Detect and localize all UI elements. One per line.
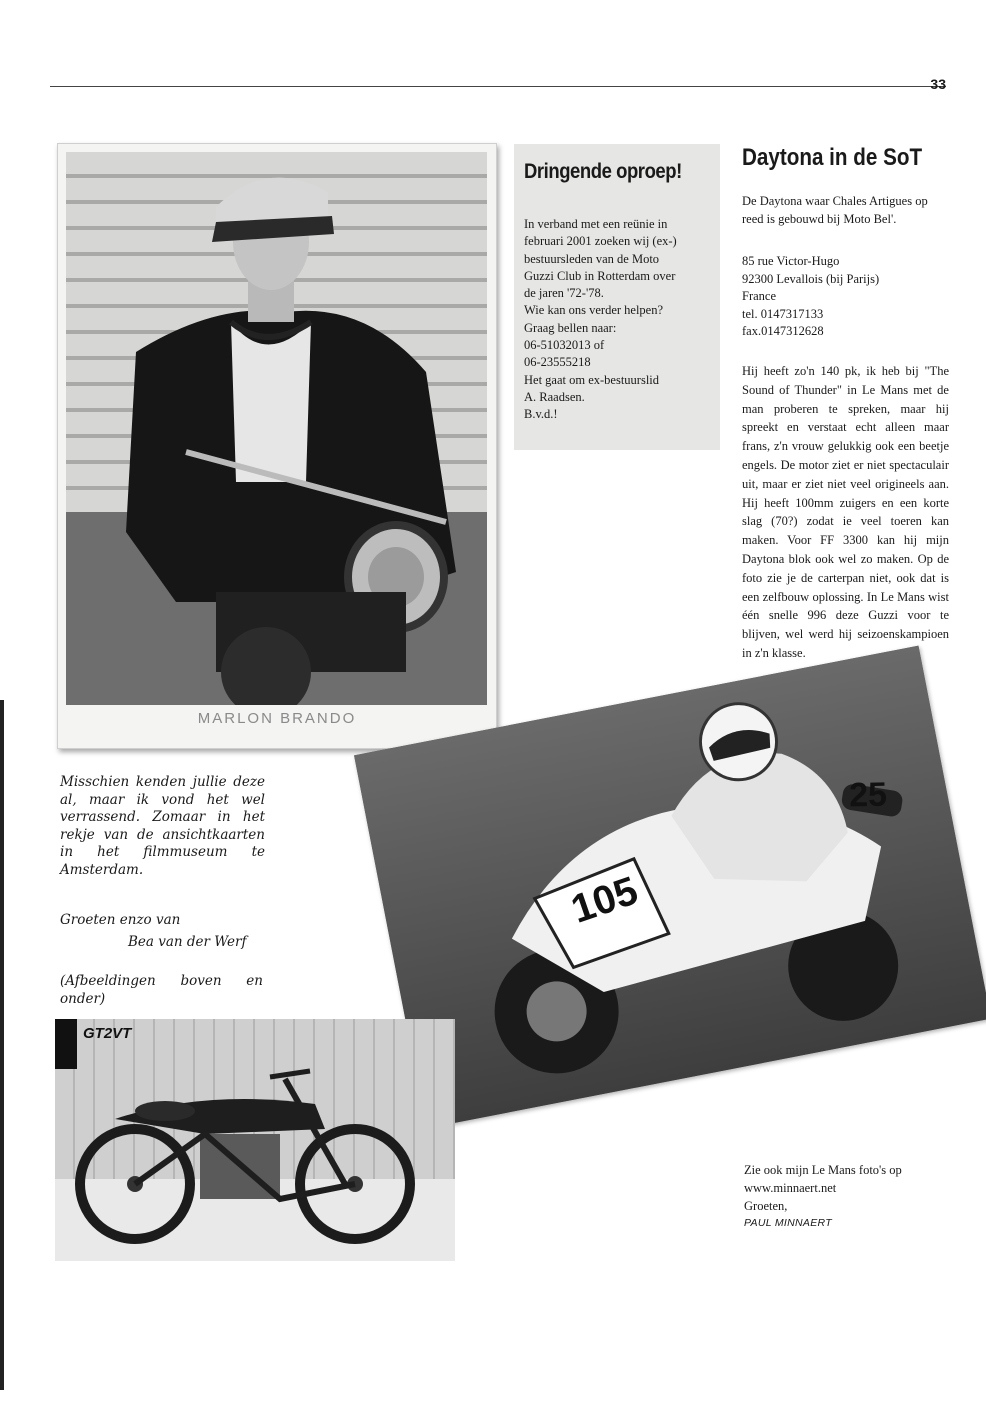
footer-line: Zie ook mijn Le Mans foto's op — [744, 1163, 902, 1177]
oproep-box — [514, 144, 720, 450]
gt2vt-photo — [55, 1019, 455, 1261]
oproep-line: de jaren '72-'78. — [524, 286, 604, 301]
oproep-line: Graag bellen naar: — [524, 320, 617, 335]
oproep-line: A. Raadsen. — [524, 389, 585, 404]
race-number: 105 — [565, 868, 644, 932]
footer — [744, 1162, 954, 1233]
oproep-title: Dringende oproep! — [524, 160, 682, 183]
postcard-caption: MARLON BRANDO — [197, 710, 357, 727]
daytona-body: Hij heeft zo'n 140 pk, ik heb bij "The Sound of Thunder" in Le Mans met de man proberen te spreken, maar hij spreekt en verstaat echt alleen maar frans, z'n vrouw gelukkig ook een beetje engels. De motor ziet er niet spectaculair uit, maar er ziet niet veel origineels aan. Hij heeft 100mm zuigers en een korte slag (70?) zodat ie veel toeren kan maken. Voor FF 3300 kan hij mijn Daytona blok ook wel zo maken. Op de foto zie je de carterpan niet, ook dat is een zelfbouw oplossing. In Le Mans wist één snelle 996 deze Guzzi voor te blijven, wel werd hij seizoenskampioen in z'n klasse. — [742, 364, 949, 660]
gt2vt-illustration — [55, 1019, 455, 1261]
header-rule — [50, 86, 946, 87]
page-number: 33 — [930, 76, 946, 92]
signature: PAUL MINNAERT — [744, 1217, 832, 1230]
postcard — [57, 143, 497, 749]
daytona-title: Daytona in de SoT — [742, 144, 923, 171]
daytona-intro: De Daytona waar Chales Artigues op reed is gebouwd bij Moto Bel'. — [742, 194, 928, 226]
scan-edge — [0, 700, 4, 1390]
oproep-line: februari 2001 zoeken wij (ex-) — [524, 234, 677, 249]
oproep-line: Guzzi Club in Rotterdam over — [524, 268, 676, 283]
portrait-illustration — [66, 152, 487, 705]
note-author: Bea van der Werf — [128, 934, 247, 950]
oproep-line: bestuursleden van de Moto — [524, 251, 660, 266]
handwritten-note: Misschien kenden jullie deze al, maar ik vond het wel verrassend. Zomaar in het rekje van de ansichtkaarten in het filmmuseum te Amsterdam. — [60, 774, 265, 878]
address-line: France — [742, 289, 777, 303]
address-line: tel. 0147317133 — [742, 306, 824, 321]
footer-url: www.minnaert.net — [744, 1180, 837, 1195]
address-line: 92300 Levallois (bij Parijs) — [742, 271, 880, 286]
oproep-line: Wie kan ons verder helpen? — [524, 303, 664, 318]
address-block — [742, 253, 952, 341]
oproep-line: 06-51032013 of — [524, 338, 605, 353]
address-line: fax.0147312628 — [742, 324, 824, 338]
oproep-line: Het gaat om ex-bestuurslid — [524, 372, 660, 387]
label-block — [55, 1019, 77, 1069]
address-line: 85 rue Victor-Hugo — [742, 254, 840, 268]
race-side-number: 25 — [848, 775, 888, 815]
oproep-line: In verband met een reünie in — [524, 217, 668, 231]
oproep-line: B.v.d.! — [524, 407, 558, 422]
oproep-line: 06-23555218 — [524, 355, 591, 370]
note-greeting: Groeten enzo van — [60, 912, 181, 928]
marlon-brando-photo — [66, 152, 487, 705]
images-note: (Afbeeldingen boven en onder) — [60, 973, 263, 1007]
footer-greeting: Groeten, — [744, 1198, 788, 1213]
oproep-body — [524, 216, 714, 424]
gt2vt-label: GT2VT — [83, 1025, 132, 1042]
